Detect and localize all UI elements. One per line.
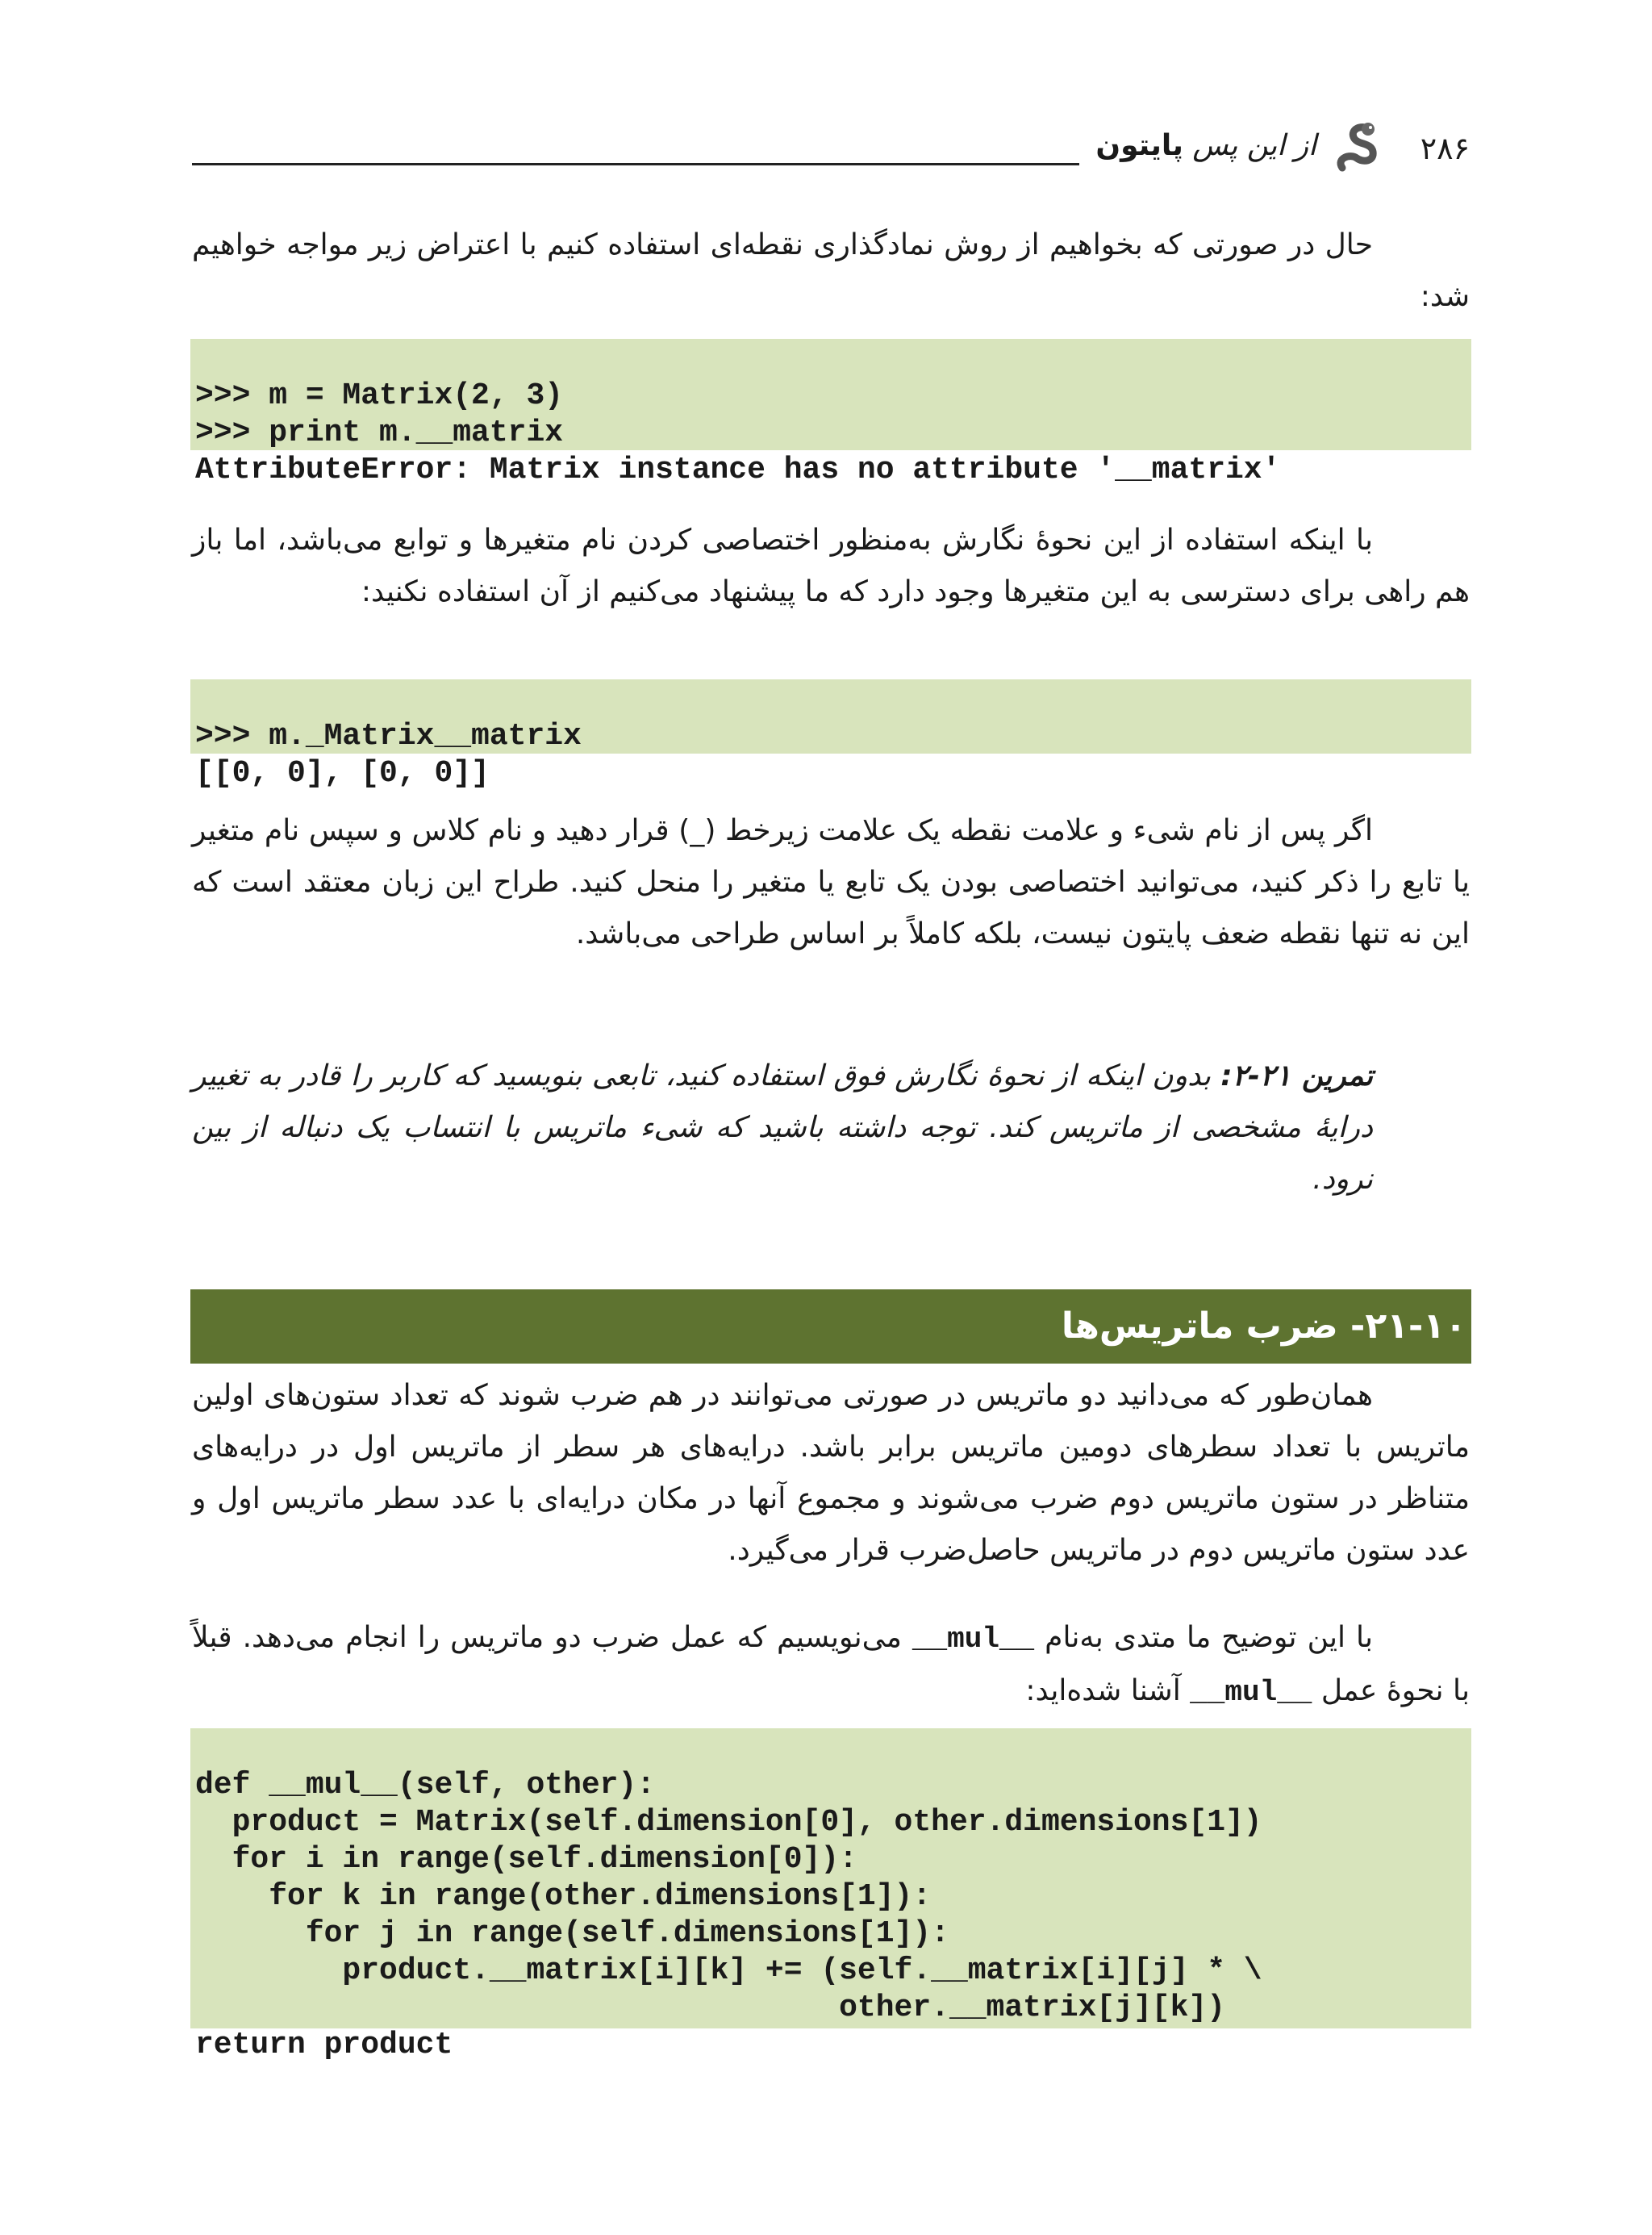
book-title-main: پایتون <box>1095 129 1183 162</box>
code-line: >>> m = Matrix(2, 3) <box>195 378 564 413</box>
code-line: product.__matrix[i][k] += (self.__matrix[i][j] * \ <box>195 1953 1262 1988</box>
inline-code-mul: __mul__ <box>1190 1676 1312 1709</box>
book-title-prefix: از این پس <box>1192 129 1316 162</box>
code-line: other.__matrix[j][k]) <box>195 1991 1226 2025</box>
code-line: >>> print m.__matrix <box>195 416 564 450</box>
paragraph-private-access: با اینکه استفاده از این نحوهٔ نگارش به‌منظور اختصاصی کردن نام متغیرها و توابع می‌باشد، اما باز هم راهی برای دسترسی به این متغیرها وجود دارد که ما پیشنهاد می‌کنیم از آن استفاده نکنید: <box>192 524 1470 608</box>
code-line: for i in range(self.dimension[0]): <box>195 1842 857 1877</box>
paragraph-multiplication-rule: همان‌طور که می‌دانید دو ماتریس در صورتی می‌توانند در هم ضرب شوند که تعداد ستون‌های اولین ماتریس با تعداد سطرهای دومین ماتریس برابر باشد. درایه‌های هر سطر از ماتریس اول در درایه‌های متناظر در ستون ماتریس دوم ضرب می‌شوند و مجموع آنها در مکان درایه‌ای با عدد سطر ماتریس اول و عدد ستون ماتریس دوم در ماتریس حاصل‌ضرب قرار می‌گیرد. <box>192 1379 1470 1567</box>
para5-text-1: با این توضیح ما متدی به‌نام <box>1034 1621 1373 1654</box>
paragraph-mul-method <box>192 1612 1470 1719</box>
page-number: ۲۸۶ <box>1420 131 1470 166</box>
paragraph-underscore-explanation: اگر پس از نام شیء و علامت نقطه یک علامت زیرخط (_) قرار دهید و نام کلاس و سپس نام متغیر یا تابع را ذکر کنید، می‌توانید اختصاصی بودن یک تابع یا متغیر را منحل کنید. طراح این زبان معتقد است که این نه تنها نقطه ضعف پایتون نیست، بلکه کاملاً بر اساس طراحی می‌باشد. <box>192 814 1470 950</box>
code-line: def __mul__(self, other): <box>195 1768 656 1803</box>
code-line: AttributeError: Matrix instance has no attribute '__matrix' <box>195 453 1281 487</box>
para5-text-3: آشنا شده‌اید: <box>1025 1674 1191 1707</box>
code-line: for j in range(self.dimensions[1]): <box>195 1916 949 1951</box>
section-heading-matrix-multiplication: ۲۱-۱۰- ضرب ماتریس‌ها <box>190 1289 1471 1364</box>
code-block-mul-method <box>190 1728 1471 2062</box>
inline-code-mul: __mul__ <box>912 1623 1035 1656</box>
code-block-attribute-error <box>190 339 1471 487</box>
code-line: for k in range(other.dimensions[1]): <box>195 1879 932 1914</box>
exercise-text: بدون اینکه از نحوهٔ نگارش فوق استفاده کنید، تابعی بنویسید که کاربر را قادر به تغییر درایهٔ مشخصی از ماتریس کند. توجه داشته باشید که شیء ماتریس با انتساب یک دنباله از بین نرود. <box>192 1059 1373 1196</box>
book-title <box>1095 129 1316 162</box>
code-line: [[0, 0], [0, 0]] <box>195 756 490 791</box>
header-rule <box>192 163 1079 165</box>
python-snake-icon <box>1333 121 1389 178</box>
exercise-21-2 <box>192 1051 1470 1205</box>
code-line: >>> m._Matrix__matrix <box>195 719 582 754</box>
code-block-name-mangling <box>190 679 1471 791</box>
code-line: return product <box>195 2028 453 2062</box>
para5-text-2: می‌نویسیم که عمل ضرب دو ماتریس را انجام می‌دهد. قبلاً با نحوهٔ عمل <box>192 1621 1470 1707</box>
page-header <box>192 121 1470 178</box>
paragraph-dot-notation: حال در صورتی که بخواهیم از روش نمادگذاری نقطه‌ای استفاده کنیم با اعتراض زیر مواجه خواهیم شد: <box>192 228 1470 313</box>
exercise-label: تمرین ۲۱-۲: <box>1220 1059 1373 1092</box>
code-line: product = Matrix(self.dimension[0], other.dimensions[1]) <box>195 1805 1262 1840</box>
